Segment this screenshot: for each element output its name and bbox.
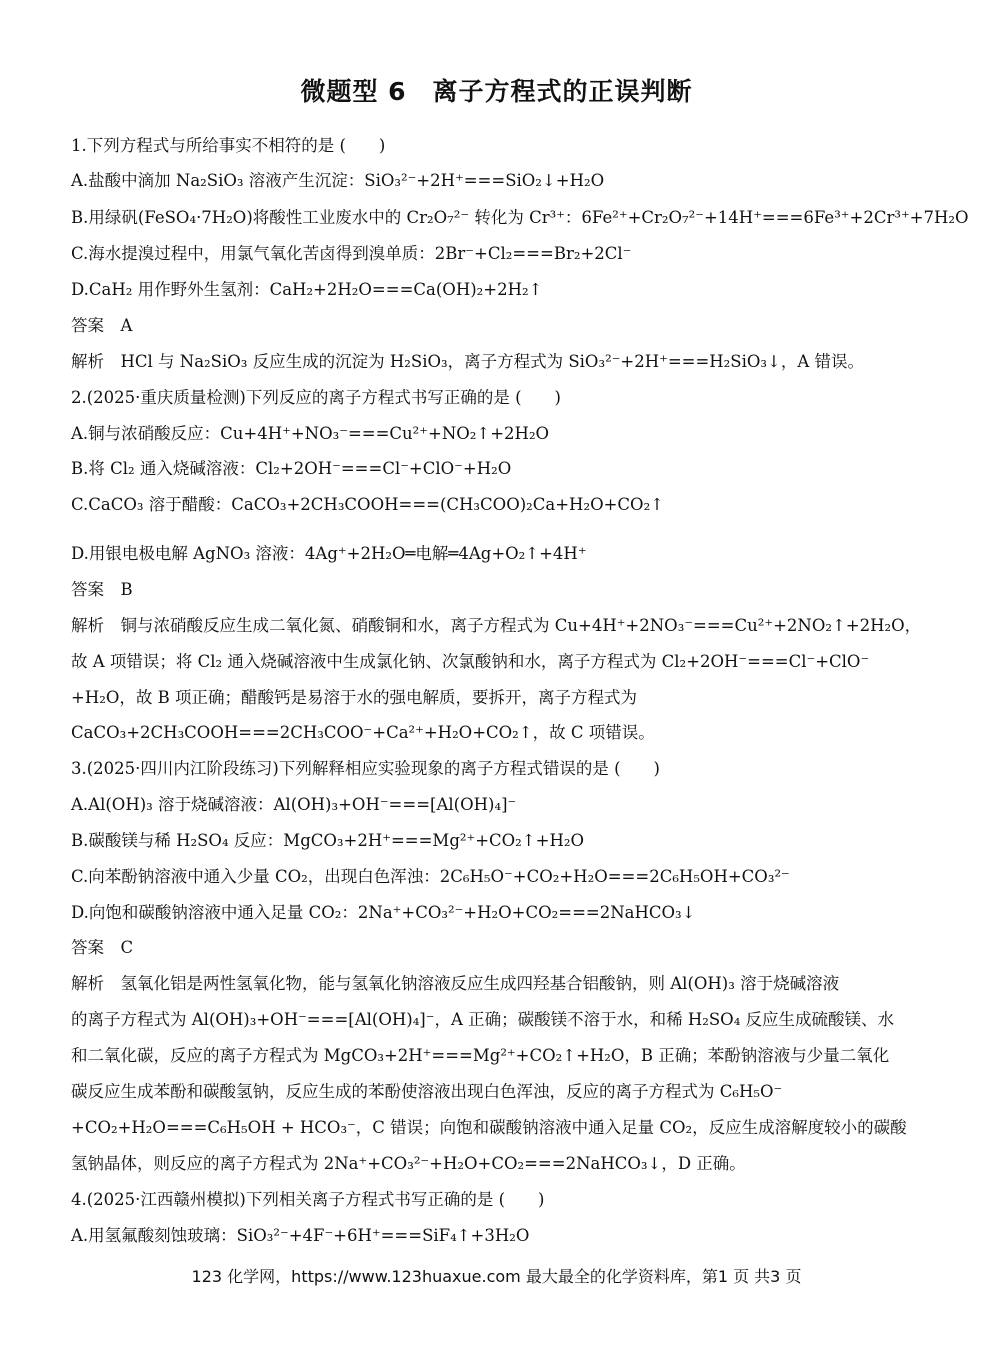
text-line: 答案 A [71,316,133,335]
text-line: +H₂O，故 B 项正确；醋酸钙是易溶于水的强电解质，要拆开，离子方程式为 [71,688,637,707]
page-title: 微题型 6 离子方程式的正误判断 [300,77,693,106]
page-footer: 123 化学网，https://www.123huaxue.com 最大最全的化学资料库，第1 页 共3 页 [191,1267,802,1286]
text-line: A.盐酸中滴加 Na₂SiO₃ 溶液产生沉淀：SiO₃²⁻+2H⁺===SiO₂↓+H₂O [71,171,605,190]
text-line: C.向苯酚钠溶液中通入少量 CO₂，出现白色浑浊：2C₆H₅O⁻+CO₂+H₂O===2C₆H₅OH+CO₃²⁻ [71,867,790,886]
text-line: 答案 B [71,580,133,599]
text-line: D.用银电极电解 AgNO₃ 溶液：4Ag⁺+2H₂O═电解═4Ag+O₂↑+4H⁺ [71,544,587,563]
text-line: CaCO₃+2CH₃COOH===2CH₃COO⁻+Ca²⁺+H₂O+CO₂↑，故 C 项错误。 [71,723,655,742]
text-line: 的离子方程式为 Al(OH)₃+OH⁻===[Al(OH)₄]⁻，A 正确；碳酸镁不溶于水，和稀 H₂SO₄ 反应生成硫酸镁、水 [71,1010,895,1029]
text-line: 碳反应生成苯酚和碳酸氢钠，反应生成的苯酚使溶液出现白色浑浊，反应的离子方程式为 C₆H₅O⁻ [71,1082,783,1101]
text-line: 答案 C [71,938,134,957]
text-line: 2.(2025·重庆质量检测)下列反应的离子方程式书写正确的是 ( ) [71,388,561,407]
text-line: A.铜与浓硝酸反应：Cu+4H⁺+NO₃⁻===Cu²⁺+NO₂↑+2H₂O [71,424,550,443]
text-line: C.海水提溴过程中，用氯气氧化苦卤得到溴单质：2Br⁻+Cl₂===Br₂+2Cl⁻ [71,244,632,263]
text-line: A.Al(OH)₃ 溶于烧碱溶液：Al(OH)₃+OH⁻===[Al(OH)₄]⁻ [71,795,517,814]
text-line: D.向饱和碳酸钠溶液中通入足量 CO₂：2Na⁺+CO₃²⁻+H₂O+CO₂===2NaHCO₃↓ [71,903,696,922]
text-line: 解析 氢氧化铝是两性氢氧化物，能与氢氧化钠溶液反应生成四羟基合铝酸钠，则 Al(OH)₃ 溶于烧碱溶液 [71,974,840,993]
text-line: B.将 Cl₂ 通入烧碱溶液：Cl₂+2OH⁻===Cl⁻+ClO⁻+H₂O [71,459,512,478]
text-line: B.碳酸镁与稀 H₂SO₄ 反应：MgCO₃+2H⁺===Mg²⁺+CO₂↑+H₂O [71,831,584,850]
text-line: +CO₂+H₂O===C₆H₅OH + HCO₃⁻，C 错误；向饱和碳酸钠溶液中通入足量 CO₂，反应生成溶解度较小的碳酸 [71,1118,907,1137]
text-line: 故 A 项错误；将 Cl₂ 通入烧碱溶液中生成氯化钠、次氯酸钠和水，离子方程式为 Cl₂+2OH⁻===Cl⁻+ClO⁻ [71,652,870,671]
text-line: D.CaH₂ 用作野外生氢剂：CaH₂+2H₂O===Ca(OH)₂+2H₂↑ [71,280,543,299]
text-line: A.用氢氟酸刻蚀玻璃：SiO₃²⁻+4F⁻+6H⁺===SiF₄↑+3H₂O [71,1226,530,1245]
text-line: 解析 铜与浓硝酸反应生成二氧化氮、硝酸铜和水，离子方程式为 Cu+4H⁺+2NO₃⁻===Cu²⁺+2NO₂↑+2H₂O， [71,616,922,635]
text-line: 解析 HCl 与 Na₂SiO₃ 反应生成的沉淀为 H₂SiO₃，离子方程式为 SiO₃²⁻+2H⁺===H₂SiO₃↓，A 错误。 [71,352,865,371]
text-line: 3.(2025·四川内江阶段练习)下列解释相应实验现象的离子方程式错误的是 ( ) [71,759,660,778]
text-line: 氢钠晶体，则反应的离子方程式为 2Na⁺+CO₃²⁻+H₂O+CO₂===2NaHCO₃↓，D 正确。 [71,1154,746,1173]
text-line: 1.下列方程式与所给事实不相符的是 ( ) [71,136,386,155]
text-line: 4.(2025·江西赣州模拟)下列相关离子方程式书写正确的是 ( ) [71,1190,545,1209]
text-line: C.CaCO₃ 溶于醋酸：CaCO₃+2CH₃COOH===(CH₃COO)₂Ca+H₂O+CO₂↑ [71,495,665,514]
text-line: B.用绿矾(FeSO₄·7H₂O)将酸性工业废水中的 Cr₂O₇²⁻ 转化为 Cr³⁺：6Fe²⁺+Cr₂O₇²⁻+14H⁺===6Fe³⁺+2Cr³⁺+7H₂O [71,208,969,227]
text-line: 和二氧化碳，反应的离子方程式为 MgCO₃+2H⁺===Mg²⁺+CO₂↑+H₂O，B 正确；苯酚钠溶液与少量二氧化 [71,1046,890,1065]
